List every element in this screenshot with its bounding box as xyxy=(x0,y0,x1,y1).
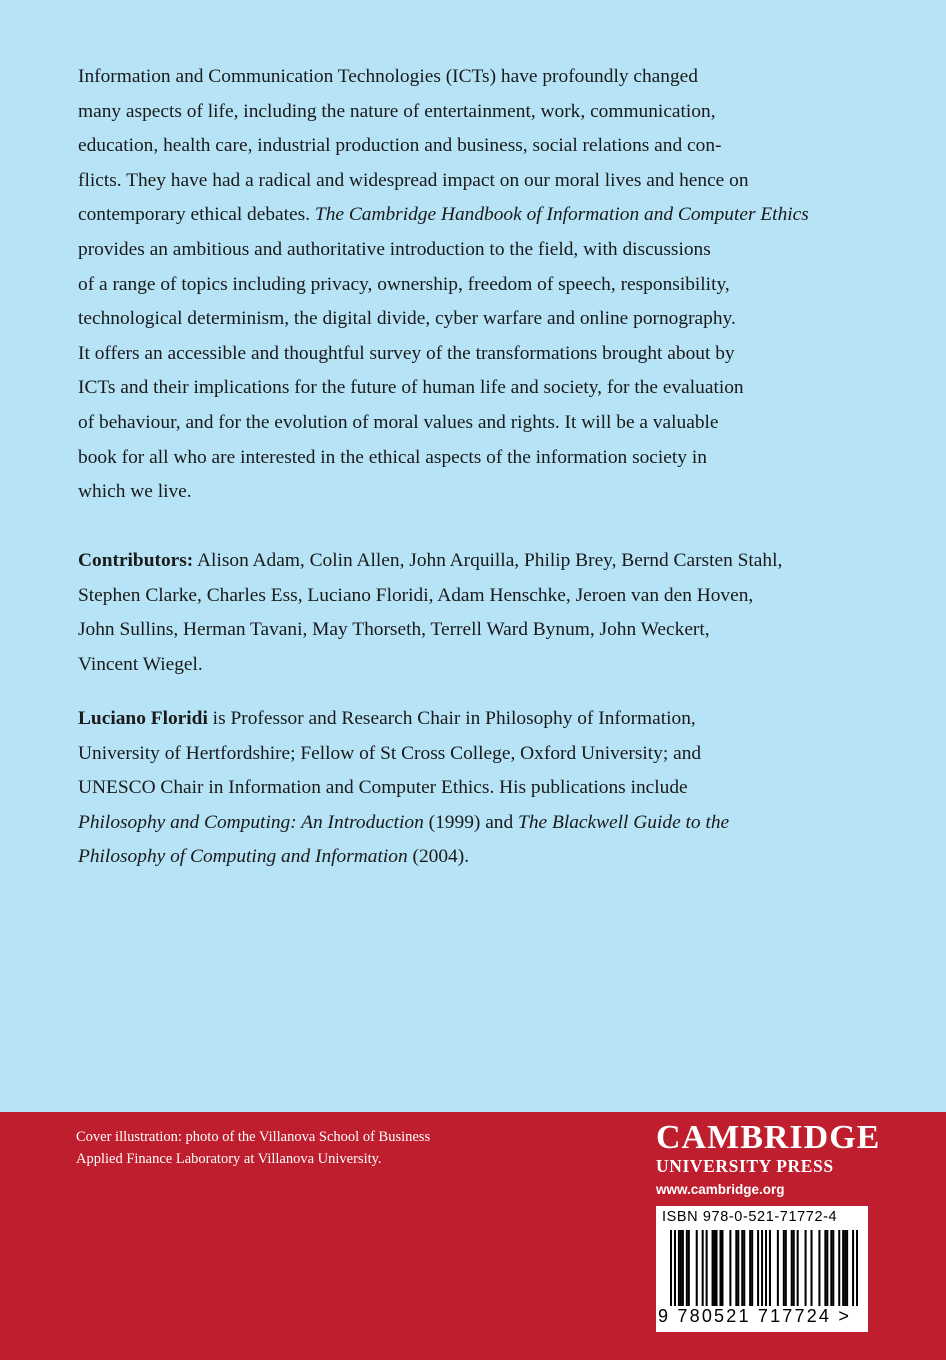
barcode-bar xyxy=(838,1230,840,1306)
barcode-bar xyxy=(696,1230,698,1306)
contributors-line: Stephen Clarke, Charles Ess, Luciano Floridi, Adam Henschke, Jeroen van den Hoven, xyxy=(78,584,754,606)
description-line: book for all who are interested in the ethical aspects of the information society in xyxy=(78,446,707,468)
barcode-bar xyxy=(719,1230,721,1306)
footer-band xyxy=(0,1112,946,1360)
cover-credit xyxy=(76,1126,430,1170)
barcode-bar xyxy=(761,1230,763,1306)
barcode-bar xyxy=(702,1230,704,1306)
barcode-bar xyxy=(824,1230,826,1306)
barcode-bar xyxy=(791,1230,793,1306)
bio-text: is Professor and Research Chair in Philosophy of Information, xyxy=(207,708,696,729)
barcode-bar xyxy=(805,1230,807,1306)
contributors-paragraph xyxy=(78,544,868,682)
publisher-subtitle: UNIVERSITY PRESS xyxy=(656,1156,834,1176)
bio-line xyxy=(78,702,868,737)
barcode-bar xyxy=(706,1230,708,1306)
barcode-bar xyxy=(842,1230,844,1306)
barcode-bar xyxy=(749,1230,751,1306)
barcode-bar xyxy=(670,1230,672,1306)
barcode-bar xyxy=(852,1230,854,1306)
barcode-bar xyxy=(680,1230,682,1306)
book-title: Philosophy of Computing and Information xyxy=(78,846,408,868)
barcode-bar xyxy=(712,1230,714,1306)
barcode-bar xyxy=(797,1230,799,1306)
barcode-bar xyxy=(783,1230,785,1306)
bio-line: UNESCO Chair in Information and Computer Ethics. His publications include xyxy=(78,777,688,799)
barcode-bar xyxy=(743,1230,745,1306)
book-title: Philosophy and Computing: An Introduction xyxy=(78,811,424,833)
barcode-bar xyxy=(688,1230,690,1306)
description-line: education, health care, industrial production and business, social relations and con- xyxy=(78,135,722,157)
contributors-line: John Sullins, Herman Tavani, May Thorseth, Terrell Ward Bynum, John Weckert, xyxy=(78,619,710,641)
barcode-bar xyxy=(737,1230,739,1306)
barcode-bar xyxy=(846,1230,848,1306)
barcode-bar xyxy=(844,1230,846,1306)
barcode-bar xyxy=(714,1230,716,1306)
description-line: ICTs and their implications for the future of human life and society, for the evaluation xyxy=(78,377,744,399)
barcode-bar xyxy=(716,1230,718,1306)
barcode-bar xyxy=(811,1230,813,1306)
description-text: contemporary ethical debates. xyxy=(78,204,311,226)
barcode-bar xyxy=(769,1230,771,1306)
barcode-bar xyxy=(729,1230,731,1306)
contributors-label: Contributors: xyxy=(78,550,194,571)
barcode-bar xyxy=(751,1230,753,1306)
bio-line xyxy=(78,806,868,841)
barcode-bars xyxy=(670,1230,858,1306)
barcode-bar xyxy=(818,1230,820,1306)
credit-line: Applied Finance Laboratory at Villanova University. xyxy=(76,1151,382,1167)
barcode-bar xyxy=(832,1230,834,1306)
barcode-bar xyxy=(735,1230,737,1306)
description-line: many aspects of life, including the nature of entertainment, work, communication, xyxy=(78,100,716,122)
barcode-bar xyxy=(793,1230,795,1306)
bio-line: University of Hertfordshire; Fellow of St Cross College, Oxford University; and xyxy=(78,742,702,764)
bio-text: (1999) and xyxy=(423,811,519,833)
description-line: flicts. They have had a radical and widespread impact on our moral lives and hence on xyxy=(78,169,749,191)
barcode-bar xyxy=(785,1230,787,1306)
barcode-bar xyxy=(741,1230,743,1306)
publisher-name: CAMBRIDGE xyxy=(656,1119,881,1156)
publisher-url: www.cambridge.org xyxy=(656,1182,785,1197)
barcode-bar xyxy=(765,1230,767,1306)
description-line xyxy=(78,198,868,233)
bio-text: (2004). xyxy=(407,846,470,868)
isbn-barcode xyxy=(656,1206,868,1332)
description-line: Information and Communication Technologies (ICTs) have profoundly changed xyxy=(78,66,698,87)
description-line: It offers an accessible and thoughtful survey of the transformations brought about by xyxy=(78,342,735,364)
author-bio-paragraph xyxy=(78,702,868,875)
book-title: The Cambridge Handbook of Information and Computer Ethics xyxy=(314,204,809,226)
description-line: provides an ambitious and authoritative introduction to the field, with discussions xyxy=(78,238,711,260)
barcode-bar xyxy=(674,1230,676,1306)
barcode-bar xyxy=(830,1230,832,1306)
barcode-bar xyxy=(678,1230,680,1306)
bio-line xyxy=(78,840,868,875)
barcode-bar xyxy=(777,1230,779,1306)
author-name: Luciano Floridi xyxy=(78,708,208,729)
isbn-label: ISBN 978-0-521-71772-4 xyxy=(662,1209,838,1225)
description-line: of behaviour, and for the evolution of moral values and rights. It will be a valuable xyxy=(78,411,719,433)
barcode-bar xyxy=(721,1230,723,1306)
book-title: The Blackwell Guide to the xyxy=(518,811,730,833)
description-paragraph xyxy=(78,60,868,510)
description-line: of a range of topics including privacy, ownership, freedom of speech, responsibility, xyxy=(78,273,730,295)
barcode-bar xyxy=(686,1230,688,1306)
barcode-bar xyxy=(826,1230,828,1306)
description-line: technological determinism, the digital divide, cyber warfare and online pornography. xyxy=(78,308,736,330)
barcode-digits: 9 780521 717724 > xyxy=(658,1306,852,1326)
publisher-logo xyxy=(656,1119,881,1200)
barcode-bar xyxy=(757,1230,759,1306)
contributors-names: Alison Adam, Colin Allen, John Arquilla, Philip Brey, Bernd Carsten Stahl, xyxy=(197,550,783,571)
contributors-line: Vincent Wiegel. xyxy=(78,653,203,675)
description-line: which we live. xyxy=(78,481,192,503)
barcode-bar xyxy=(682,1230,684,1306)
credit-line: Cover illustration: photo of the Villanova School of Business xyxy=(76,1129,431,1145)
barcode-bar xyxy=(856,1230,858,1306)
contributors-line xyxy=(78,544,868,579)
